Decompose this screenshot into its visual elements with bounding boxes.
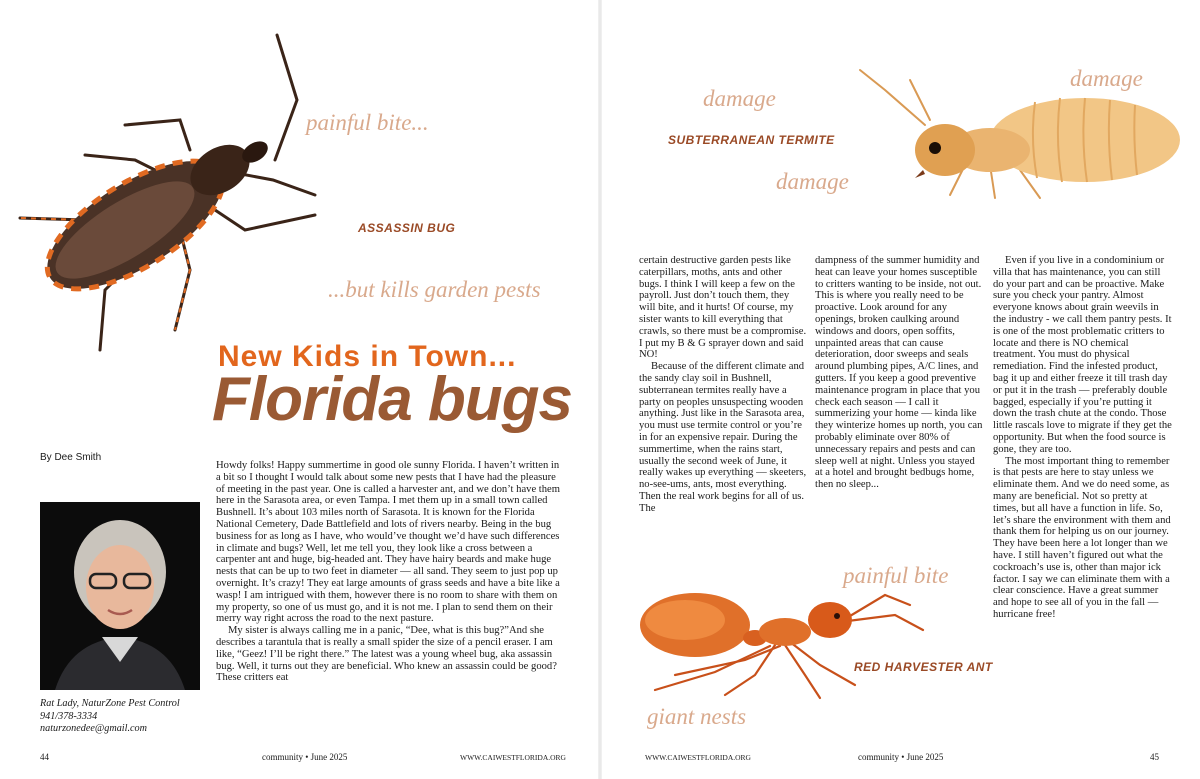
author-photo <box>40 502 200 690</box>
paragraph: My sister is always calling me in a panic, “Dee, what is this bug?”And she describes a tarantula that is really a small spider the size of a pencil eraser. I am like, “Geez! I’ll be right there.” The latest was a young wheel bug, aka assassin bug. Well, it turns out they are beneficial. Who knew an assassin could be good? These critters eat <box>216 625 557 684</box>
red-harvester-ant-image <box>605 580 925 700</box>
assassin-bug-image <box>15 30 315 360</box>
paragraph: Even if you live in a condominium or villa that has maintenance, you can still do your part and can be proactive. Make sure you check your pantry. Almost everyone knows about grain weevils in the industry - we call them pantry pests. It is one of the most problematic critters to locate and there is NO chemical treatment. You must do physical remediation. Find the infested product, bag it up and either freeze it till trash day or put it in the trash — preferably double bagged, especially if you’re putting it down the trash chute at the condo. Those little rascals love to migrate if they get the opportunity. But when the food source is gone, they are too. <box>993 255 1172 455</box>
article-column-1 <box>216 460 560 684</box>
author-bio <box>40 698 180 736</box>
page-gutter <box>598 0 602 779</box>
paragraph: dampness of the summer humidity and heat can leave your homes susceptible to critters wanting to be inside, not out. This is where you really need to be proactive. Look around for any openings, broken caulking around windows and doors, open soffits, unpainted areas that can cause deterioration, door sweeps and seals around plumbing pipes, A/C lines, and gutters. If you keep a good preventive maintenance program in place that you check each season — I call it summerizing your home — kinda like they winterize homes up north, you can probably eliminate over 80% of unnecessary repairs and pests and can sleep well at night. Unless you stayed at a hotel and brought bedbugs home, then no sleep... <box>815 255 983 491</box>
paragraph: Because of the different climate and the sandy clay soil in Bushnell, subterranean termites really have a party on peoples unsuspecting wooden anything. Just like in the Sarasota area, you must use termite control or you’re in for an expensive repair. During the summertime, when the rains start, usually the second week of June, it really wakes up everything — skeeters, no-see-ums, ants, most everything. Then the real work begins for all of us. The <box>639 361 807 514</box>
website-url-left: WWW.CAIWESTFLORIDA.ORG <box>460 753 566 762</box>
headline-title: Florida bugs <box>212 365 572 434</box>
paragraph: certain destructive garden pests like caterpillars, moths, ants and other bugs. I think I will keep a few on the payroll. Just don’t touch them, they will bite, and it hurts! Of course, my sister wants to kill everything that crawls, so there must be a compromise. I put my B & G sprayer down and said NO! <box>639 255 807 361</box>
float-giant-nests: giant nests <box>647 704 747 729</box>
magazine-issue-left: community • June 2025 <box>262 752 348 762</box>
byline: By Dee Smith <box>40 452 102 463</box>
float-painful-bite-1: painful bite... <box>306 110 429 135</box>
float-painful-bite-2: painful bite <box>843 563 949 588</box>
headline-kicker: New Kids in Town... <box>218 340 517 373</box>
bio-line-1: Rat Lady, NaturZone Pest Control <box>40 698 180 709</box>
float-but-kills-garden-pests: ...but kills garden pests <box>328 277 541 302</box>
float-damage-3: damage <box>1070 66 1143 91</box>
bio-email: naturzonedee@gmail.com <box>40 723 147 734</box>
magazine-issue-right: community • June 2025 <box>858 752 944 762</box>
caption-subterranean-termite: SUBTERRANEAN TERMITE <box>668 133 835 147</box>
website-url-right: WWW.CAIWESTFLORIDA.ORG <box>645 753 751 762</box>
caption-assassin-bug: ASSASSIN BUG <box>358 221 456 235</box>
page-number-left: 44 <box>40 752 49 762</box>
caption-red-harvester-ant: RED HARVESTER ANT <box>854 660 993 674</box>
float-damage-1: damage <box>703 86 776 111</box>
article-column-4 <box>993 255 1173 621</box>
article-column-2 <box>639 255 807 515</box>
bio-line-2: 941/378-3334 <box>40 710 98 722</box>
paragraph: Howdy folks! Happy summertime in good ole sunny Florida. I haven’t written in a bit so I thought I would talk about some new pests that I have had the pleasure of meeting in the past year. One is called a harvester ant, and we don’t have them here in the Sarasota area, or even Tampa. I met them up in a small town called Bushnell. It’s about 103 miles north of Sarasota. It is known for the Florida National Cemetery, Dade Battlefield and lots of rivers nearby. Being in the bug business for as long as I have, who would’ve thought we’d have such differences in climate and bugs? Well, let me tell you, they look like a cross between a carpenter ant and huge, big-headed ant. They have hairy beards and make huge nests that can be up to two feet in diameter — all sand. They seem to just pop up overnight. It’s crazy! They eat large amounts of grass seeds and have a bite like a wasp! I am intrigued with them, however there is no room to share with them on my property, so one of us must go, and it is not me. I plan to send them on their merry way right across the road to the next pasture. <box>216 460 560 625</box>
float-damage-2: damage <box>776 169 849 194</box>
paragraph: The most important thing to remember is that pests are here to stay unless we eliminate them. And we do need some, as many are beneficial. Not so pretty at times, but all have a function in life. So, let’s share the environment with them and thank them for helping us on our journey. They have been here a lot longer than we have. I still haven’t figured out what the cockroach’s use is, other than major ick factor. I say we can eliminate them with a clear conscience. Have a great summer and hope to see all of you in the fall — hurricane free! <box>993 455 1171 620</box>
page-number-right: 45 <box>1150 752 1159 762</box>
article-column-3 <box>815 255 985 491</box>
